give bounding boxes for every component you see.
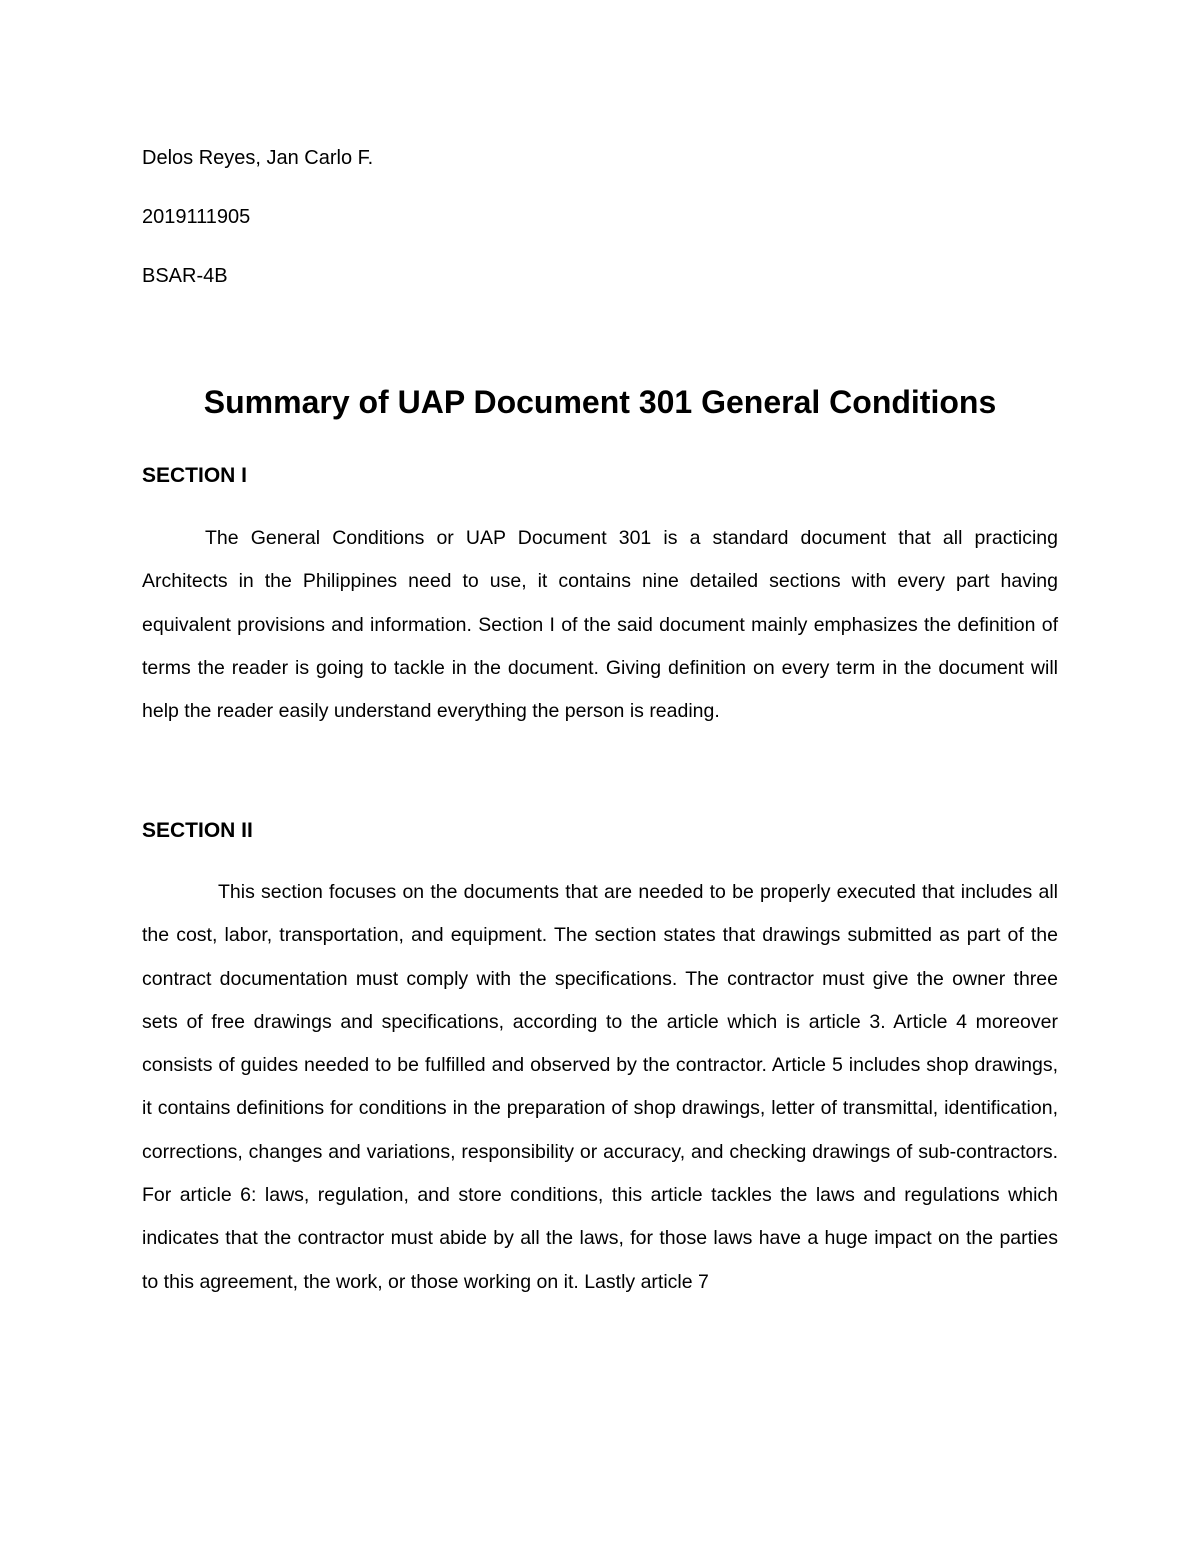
section-1-paragraph: The General Conditions or UAP Document 301 is a standard document that all practicing Architects in the Philippines need to use, it contains nine detailed sections with every part having equivalent provisions and information. Section I of the said document mainly emphasizes the definition of terms the reader is going to tackle in the document. Giving definition on every term in the document will help the reader easily understand everything the person is reading. xyxy=(142,527,1058,723)
section-1-heading: SECTION I xyxy=(142,464,248,487)
document-title: Summary of UAP Document 301 General Conditions xyxy=(203,384,997,420)
class-section: BSAR-4B xyxy=(142,265,228,287)
section-2-heading: SECTION II xyxy=(142,819,253,842)
author-name: Delos Reyes, Jan Carlo F. xyxy=(142,147,374,169)
student-id: 2019111905 xyxy=(142,206,251,228)
section-2-paragraph: This section focuses on the documents that are needed to be properly executed that includes all the cost, labor, transportation, and equipment. The section states that drawings submitted as part of the contract documentation must comply with the specifications. The contractor must give the owner three sets of free drawings and specifications, according to the article which is article 3. Article 4 moreover consists of guides needed to be fulfilled and observed by the contractor. Article 5 includes shop drawings, it contains definitions for conditions in the preparation of shop drawings, letter of transmittal, identification, corrections, changes and variations, responsibility or accuracy, and checking drawings of sub-contractors. For article 6: laws, regulation, and store conditions, this article tackles the laws and regulations which indicates that the contractor must abide by all the laws, for those laws have a huge impact on the parties to this agreement, the work, or those working on it. Lastly article 7 xyxy=(142,881,1058,1293)
